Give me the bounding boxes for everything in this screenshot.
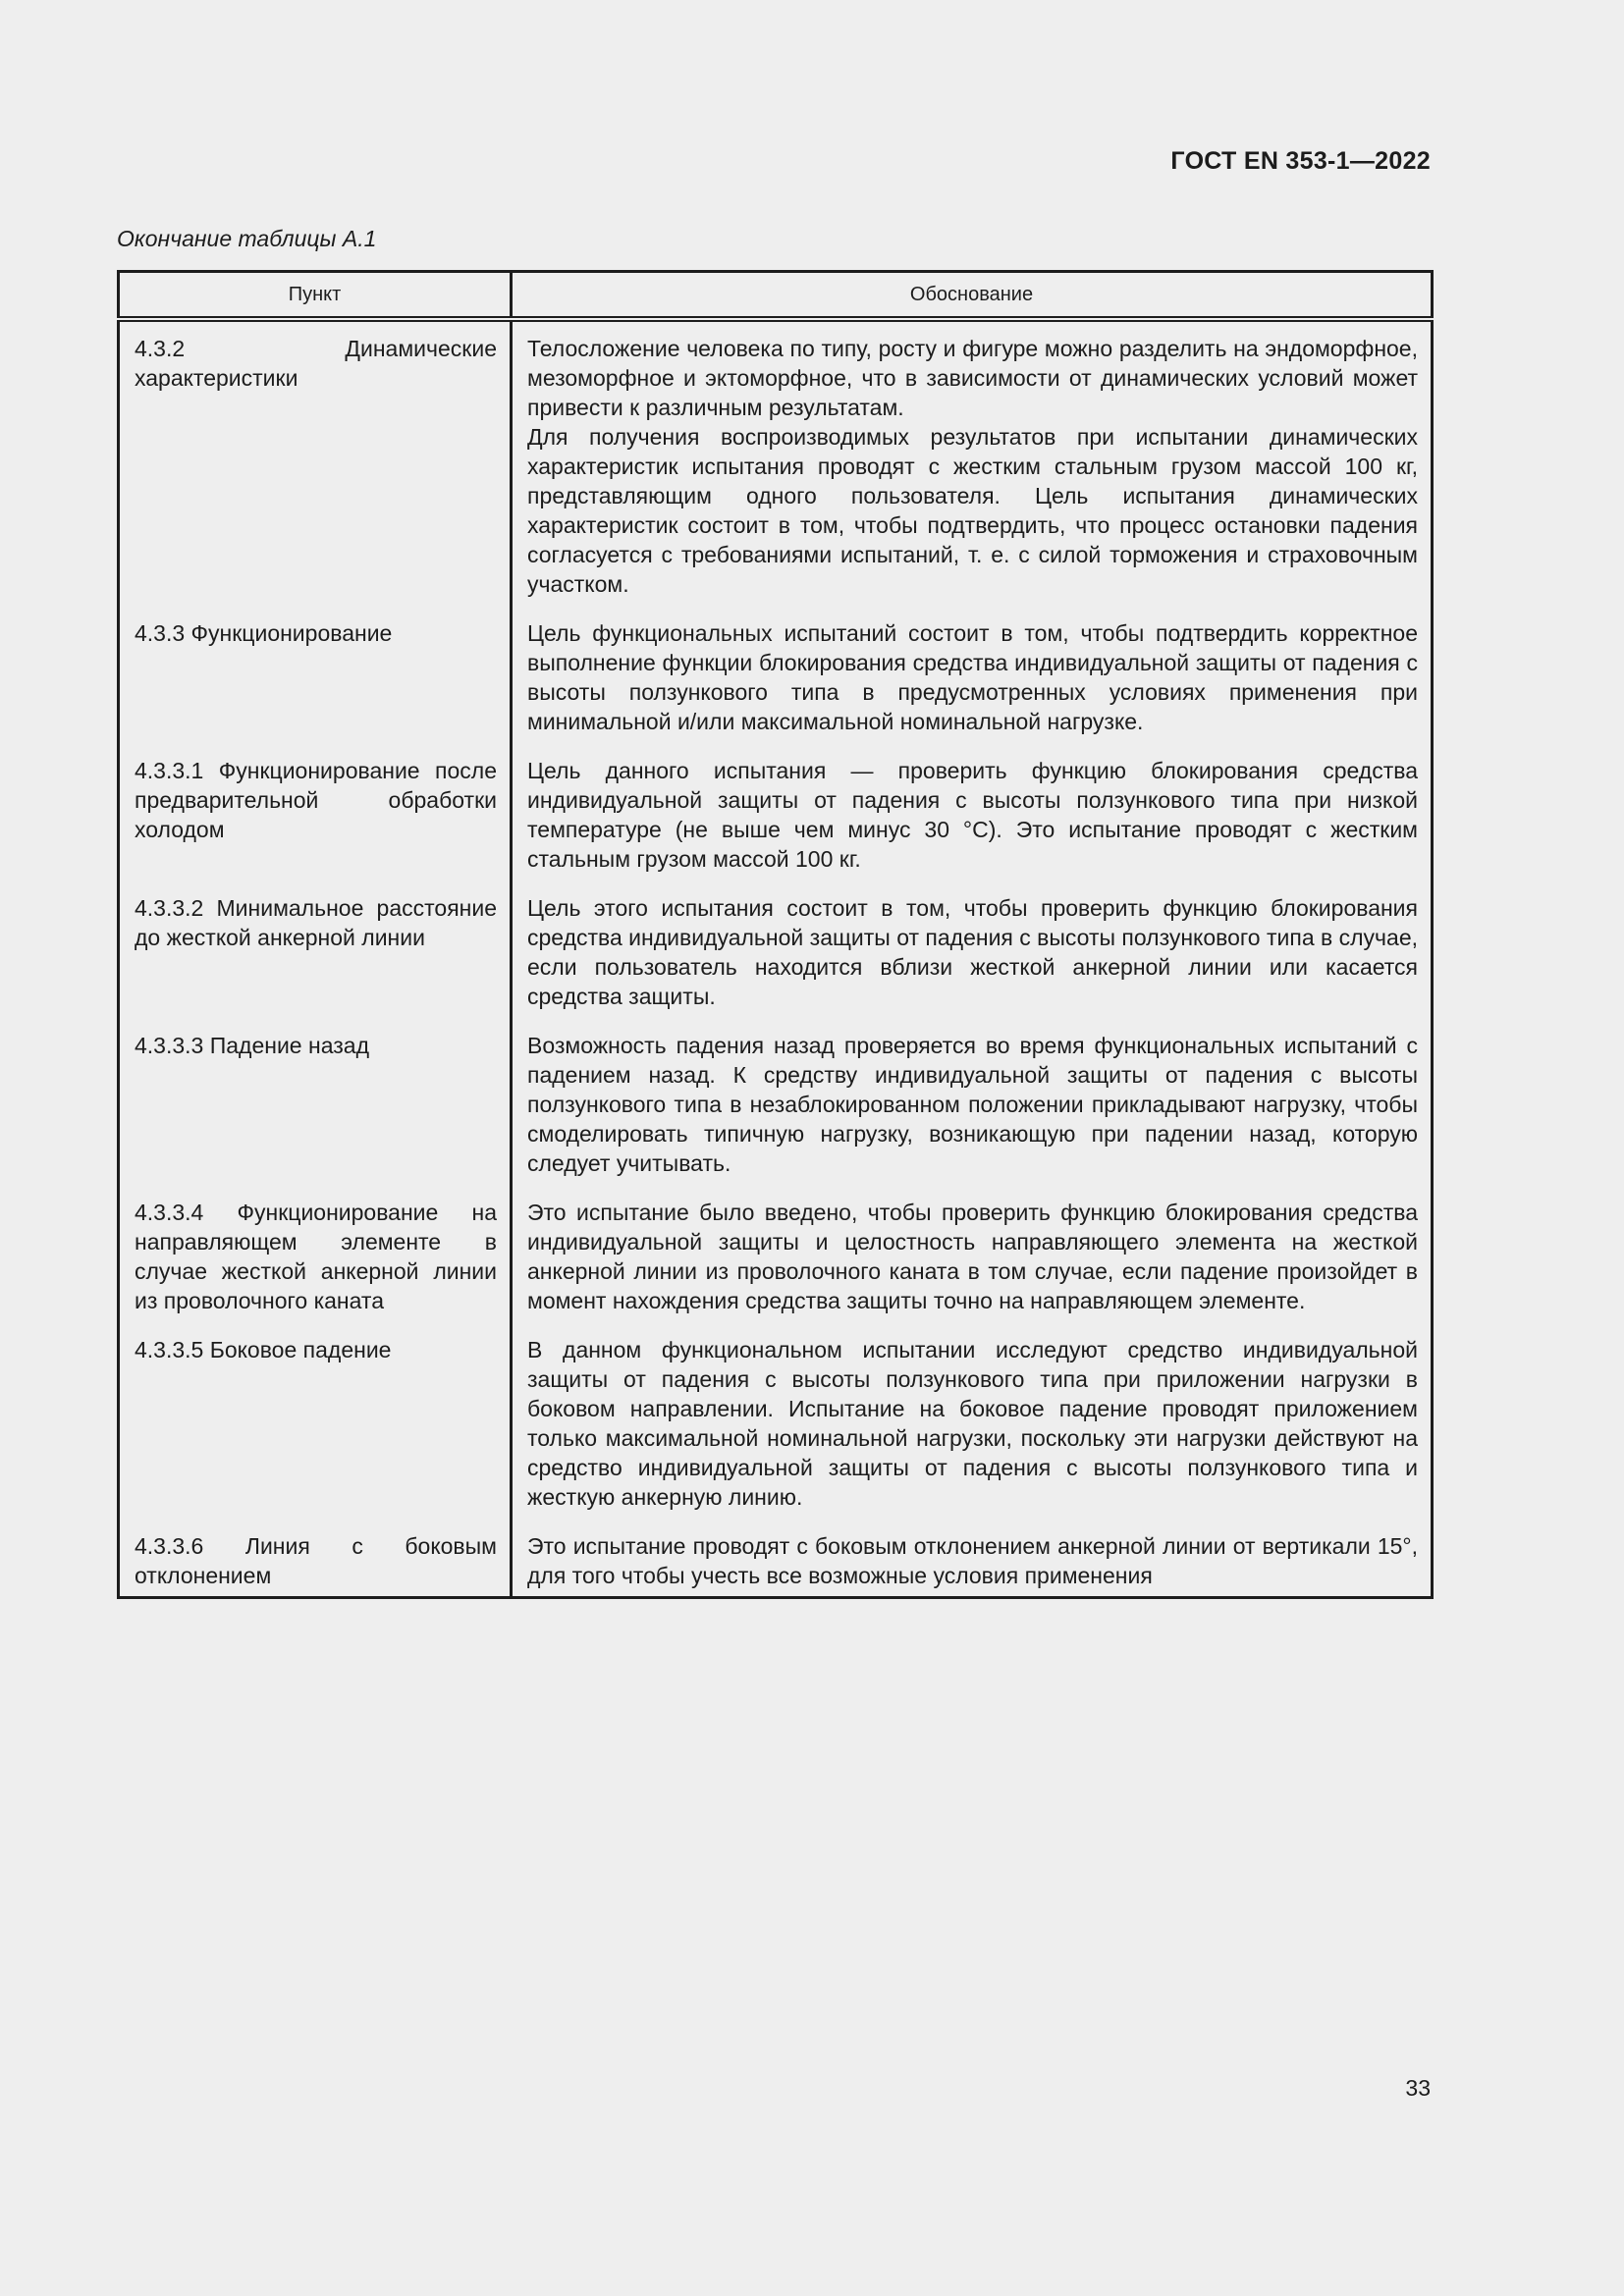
table-row	[119, 319, 1433, 618]
clause-cell: 4.3.3.2 Минимальное расстояние до жесткой анкерной линии	[119, 893, 512, 1031]
clause-cell: 4.3.2 Динамические характеристики	[119, 319, 512, 618]
clause-cell: 4.3.3.1 Функционирование после предварительной обработки холодом	[119, 756, 512, 893]
justification-paragraph: Для получения воспроизводимых результатов при испытании динамических характеристик испытания проводят с жестким стальным грузом массой 100 кг, представляющим одного пользователя. Цель испытания динамических характеристик состоит в том, чтобы подтвердить, что процесс остановки падения согласуется с требованиями испытаний, т. е. с силой торможения и страховочным участком.	[527, 424, 1418, 597]
table-row	[119, 1335, 1433, 1531]
justification-cell	[512, 893, 1433, 1031]
clause-cell: 4.3.3.4 Функционирование на направляющем элементе в случае жесткой анкерной линии из проволочного каната	[119, 1198, 512, 1335]
justification-paragraph: Цель функциональных испытаний состоит в том, чтобы подтвердить корректное выполнение функции блокирования средства индивидуальной защиты от падения с высоты ползункового типа в предусмотренных условиях применения при минимальной и/или максимальной номинальной нагрузке.	[527, 620, 1418, 734]
justification-paragraph: Возможность падения назад проверяется во время функциональных испытаний с падением назад. К средству индивидуальной защиты от падения с высоты ползункового типа в незаблокированном положении прикладывают нагрузку, чтобы смоделировать типичную нагрузку, возникающую при падении назад, которую следует учитывать.	[527, 1033, 1418, 1176]
document-standard-number: ГОСТ EN 353-1—2022	[1170, 147, 1431, 175]
clause-cell: 4.3.3.5 Боковое падение	[119, 1335, 512, 1531]
page-number: 33	[1405, 2075, 1431, 2101]
justification-table-container	[117, 270, 1431, 1599]
justification-paragraph: Телосложение человека по типу, росту и фигуре можно разделить на эндоморфное, мезоморфное и эктоморфное, что в зависимости от динамических условий может привести к различным результатам.	[527, 336, 1418, 420]
clause-cell: 4.3.3.3 Падение назад	[119, 1031, 512, 1198]
justification-cell	[512, 618, 1433, 756]
table-row	[119, 893, 1433, 1031]
justification-cell	[512, 1335, 1433, 1531]
table-row	[119, 1198, 1433, 1335]
justification-table	[117, 270, 1434, 1599]
table-row	[119, 1031, 1433, 1198]
justification-paragraph: Это испытание проводят с боковым отклонением анкерной линии от вертикали 15°, для того чтобы учесть все возможные условия применения	[527, 1533, 1418, 1588]
table-row	[119, 756, 1433, 893]
justification-paragraph: Это испытание было введено, чтобы проверить функцию блокирования средства индивидуальной защиты и целостность направляющего элемента на жесткой анкерной линии из проволочного каната в том случае, если падение произойдет в момент нахождения средства защиты точно на направляющем элементе.	[527, 1200, 1418, 1313]
justification-paragraph: Цель этого испытания состоит в том, чтобы проверить функцию блокирования средства индивидуальной защиты от падения с высоты ползункового типа в случае, если пользователь находится вблизи жесткой анкерной линии или касается средства защиты.	[527, 895, 1418, 1009]
clause-cell: 4.3.3.6 Линия с боковым отклонением	[119, 1531, 512, 1598]
justification-cell	[512, 319, 1433, 618]
justification-cell	[512, 1531, 1433, 1598]
table-row	[119, 1531, 1433, 1598]
table-header-row	[119, 272, 1433, 320]
justification-cell	[512, 1031, 1433, 1198]
justification-cell	[512, 756, 1433, 893]
justification-cell	[512, 1198, 1433, 1335]
justification-paragraph: В данном функциональном испытании исследуют средство индивидуальной защиты от падения с высоты ползункового типа при приложении нагрузки в боковом направлении. Испытание на боковое падение проводят приложением только максимальной номинальной нагрузки, поскольку эти нагрузки действуют на средство индивидуальной защиты от падения с высоты ползункового типа и жесткую анкерную линию.	[527, 1337, 1418, 1510]
table-row	[119, 618, 1433, 756]
justification-paragraph: Цель данного испытания — проверить функцию блокирования средства индивидуальной защиты от падения с высоты ползункового типа при низкой температуре (не выше чем минус 30 °С). Это испытание проводят с жестким стальным грузом массой 100 кг.	[527, 758, 1418, 872]
clause-cell: 4.3.3 Функционирование	[119, 618, 512, 756]
table-caption: Окончание таблицы А.1	[117, 226, 377, 251]
column-header-reason: Обоснование	[512, 272, 1433, 320]
column-header-item: Пункт	[119, 272, 512, 320]
